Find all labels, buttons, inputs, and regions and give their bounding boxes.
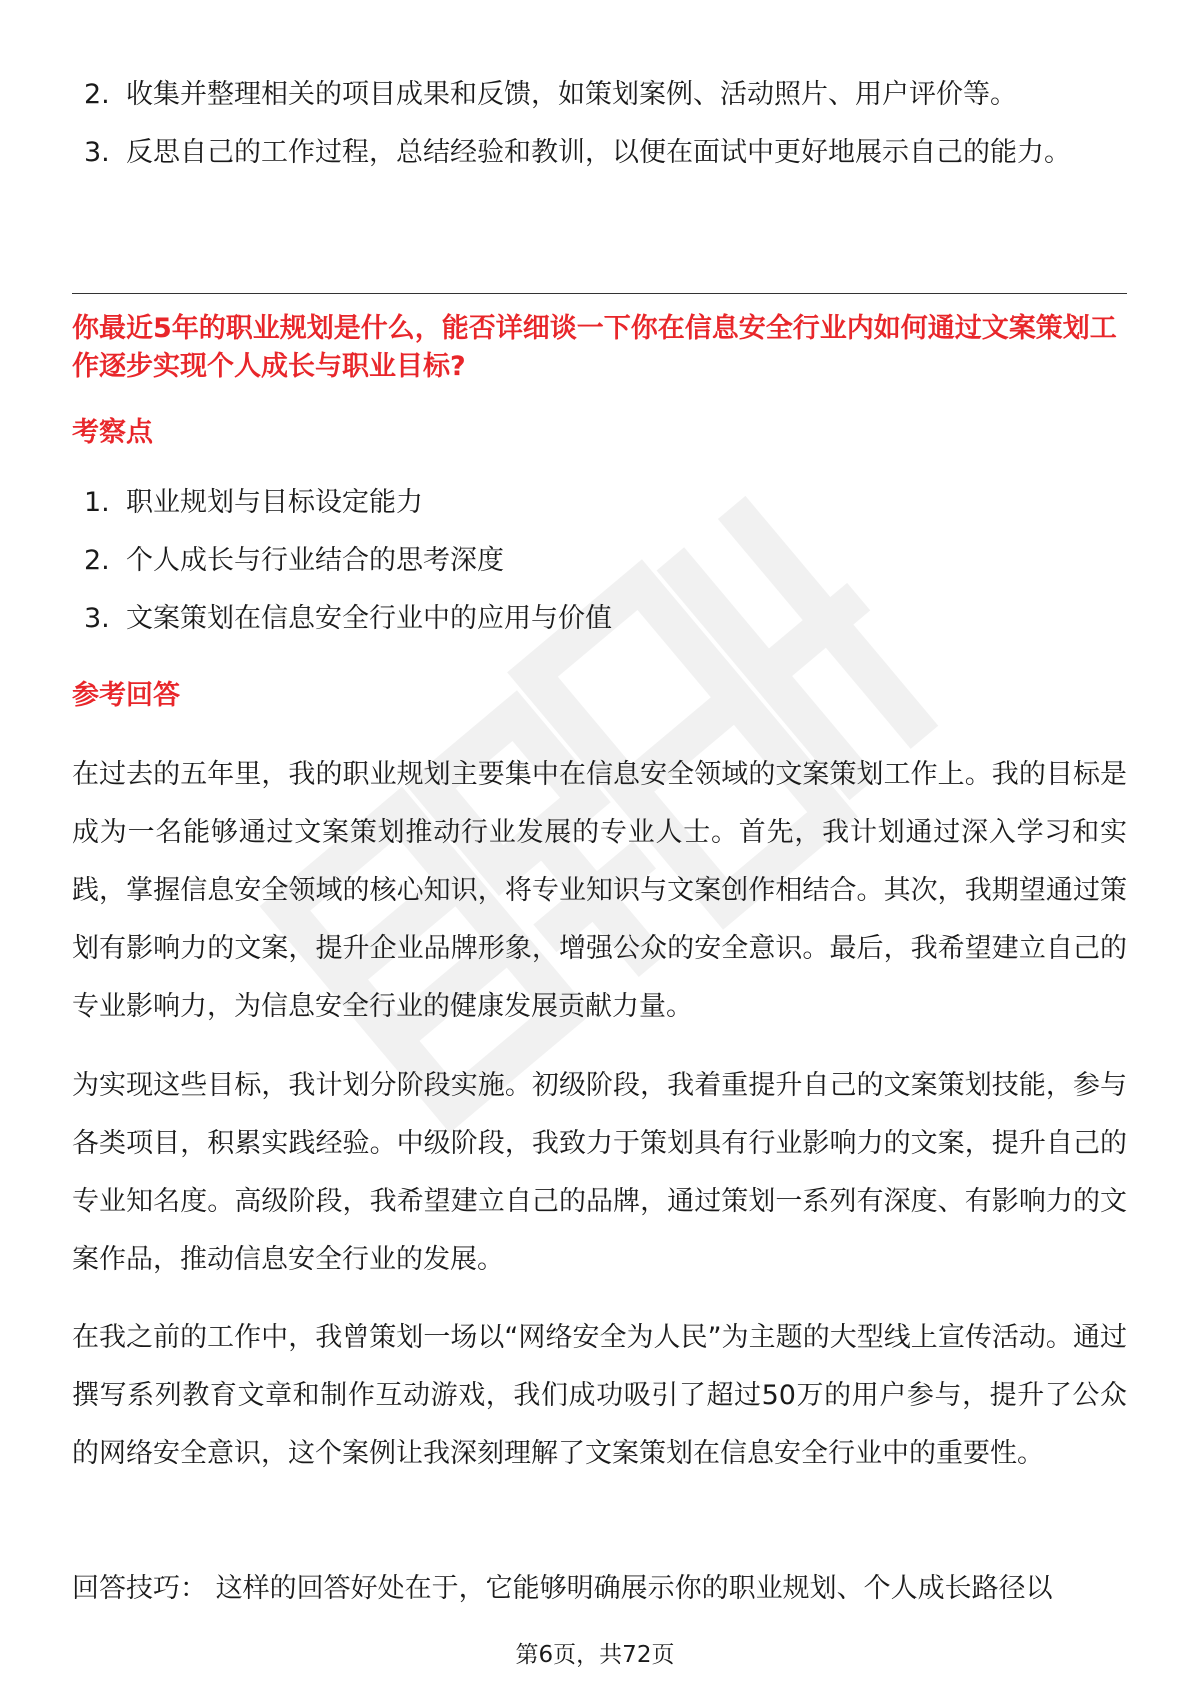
answer-paragraph: 为实现这些目标，我计划分阶段实施。初级阶段，我着重提升自己的文案策划技能，参与各类项目，积累实践经验。中级阶段，我致力于策划具有行业影响力的文案，提升自己的专业知名度。高级阶段，我希望建立自己的品牌，通过策划一系列有深度、有影响力的文案作品，推动信息安全行业的发展。 [72, 1070, 1127, 1275]
assessment-points-list [72, 474, 1122, 648]
list-item [72, 124, 1122, 182]
page-number-footer: 第6页，共72页 [515, 1642, 675, 1668]
previous-steps-list [72, 66, 1122, 182]
list-text: 个人成长与行业结合的思考深度 [126, 545, 504, 576]
list-number: 2. [84, 545, 110, 576]
list-item [72, 66, 1122, 124]
list-text: 文案策划在信息安全行业中的应用与价值 [126, 603, 612, 634]
answer-tips-paragraph: 回答技巧： 这样的回答好处在于，它能够明确展示你的职业规划、个人成长路径以 [72, 1573, 1053, 1604]
assessment-points-heading: 考察点 [72, 417, 153, 448]
list-number: 3. [84, 137, 110, 168]
list-text: 反思自己的工作过程，总结经验和教训，以便在面试中更好地展示自己的能力。 [126, 137, 1071, 168]
list-item [72, 474, 1122, 532]
section-divider [72, 293, 1127, 294]
list-number: 3. [84, 603, 110, 634]
list-number: 1. [84, 487, 110, 518]
list-item [72, 590, 1122, 648]
answer-paragraph: 在我之前的工作中，我曾策划一场以“网络安全为人民”为主题的大型线上宣传活动。通过撰写系列教育文章和制作互动游戏，我们成功吸引了超过50万的用户参与，提升了公众的网络安全意识，这个案例让我深刻理解了文案策划在信息安全行业中的重要性。 [72, 1322, 1127, 1469]
list-number: 2. [84, 79, 110, 110]
question-heading: 你最近5年的职业规划是什么，能否详细谈一下你在信息安全行业内如何通过文案策划工作逐步实现个人成长与职业目标? [72, 313, 1117, 382]
list-text: 收集并整理相关的项目成果和反馈，如策划案例、活动照片、用户评价等。 [126, 79, 1017, 110]
reference-answer-heading: 参考回答 [72, 680, 180, 711]
list-item [72, 532, 1122, 590]
list-text: 职业规划与目标设定能力 [126, 487, 423, 518]
answer-paragraph: 在过去的五年里，我的职业规划主要集中在信息安全领域的文案策划工作上。我的目标是成为一名能够通过文案策划推动行业发展的专业人士。首先，我计划通过深入学习和实践，掌握信息安全领域的核心知识，将专业知识与文案创作相结合。其次，我期望通过策划有影响力的文案，提升企业品牌形象，增强公众的安全意识。最后，我希望建立自己的专业影响力，为信息安全行业的健康发展贡献力量。 [72, 759, 1127, 1022]
